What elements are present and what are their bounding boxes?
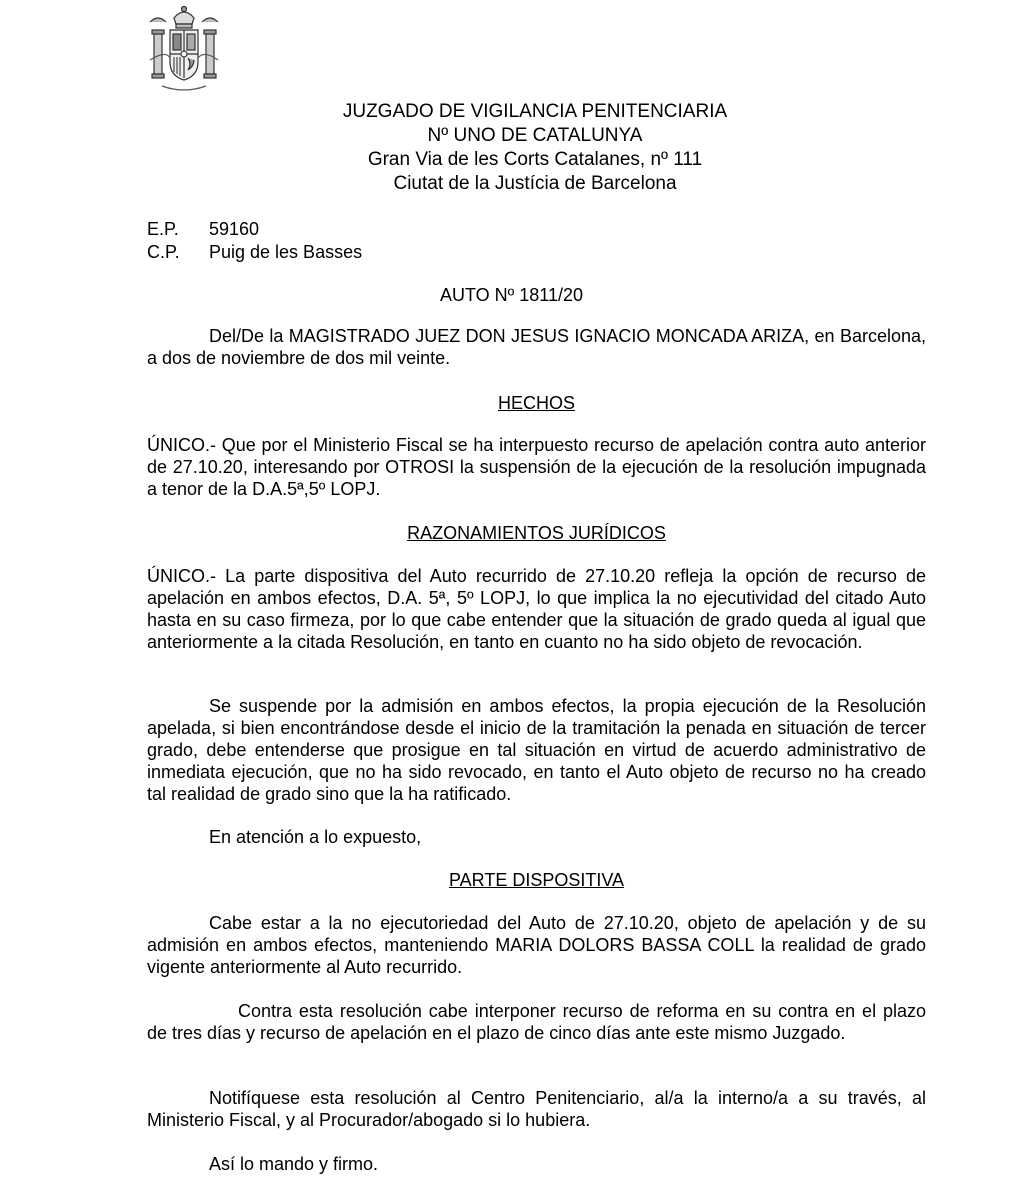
court-city: Ciutat de la Justícia de Barcelona [393,173,677,194]
court-number: Nº UNO DE CATALUNYA [427,125,643,146]
razonamientos-paragraph-3: En atención a lo expuesto, [209,827,422,847]
reference-value: 59160 [209,219,260,239]
dispositiva-heading: PARTE DISPOSITIVA [448,870,625,890]
coat-of-arms-emblem [146,4,222,96]
reference-label: C.P. [147,242,180,262]
hechos-heading: HECHOS [497,393,575,413]
court-address: Gran Via de les Corts Catalanes, nº 111 [367,149,703,170]
dispositiva-paragraph-3: Notifíquese esta resolución al Centro Penitenciario, al/a la interno/a a su través, al Ministerio Fiscal, y al Procurador/abogado si lo hubiera. [147,1088,926,1130]
razonamientos-paragraph-2: Se suspende por la admisión en ambos efectos, la propia ejecución de la Resolución apelada, si bien encontrándose desde el inicio de la tramitación la penada en situación de tercer grado, debe entenderse que prosigue en tal situación en virtud de acuerdo administrativo de inmediata ejecución, que no ha sido revocado, en tanto el Auto objeto de recurso no ha creado tal realidad de grado sino que la ha ratificado. [147,696,926,804]
auto-title: AUTO Nº 1811/20 [440,285,583,305]
dispositiva-paragraph-1: Cabe estar a la no ejecutoriedad del Auto de 27.10.20, objeto de apelación y de su admisión en ambos efectos, manteniendo MARIA DOLORS BASSA COLL la realidad de grado vigente anteriormente al Auto recurrido. [147,913,926,977]
reference-value: Puig de les Basses [209,242,363,262]
reference-row-cp [147,241,362,264]
reference-row-ep [147,218,362,241]
razonamientos-heading: RAZONAMIENTOS JURÍDICOS [407,523,666,543]
dispositiva-paragraph-4: Así lo mando y firmo. [209,1154,379,1174]
reference-block [147,218,362,264]
court-name: JUZGADO DE VIGILANCIA PENITENCIARIA [342,101,728,122]
dispositiva-paragraph-2: Contra esta resolución cabe interponer recurso de reforma en su contra en el plazo de tres días y recurso de apelación en el plazo de cinco días ante este mismo Juzgado. [147,1001,926,1043]
intro-paragraph: Del/De la MAGISTRADO JUEZ DON JESUS IGNACIO MONCADA ARIZA, en Barcelona, a dos de noviembre de dos mil veinte. [147,326,926,368]
court-header [300,100,770,196]
hechos-paragraph: ÚNICO.- Que por el Ministerio Fiscal se ha interpuesto recurso de apelación contra auto anterior de 27.10.20, interesando por OTROSI la suspensión de la ejecución de la resolución impugnada a tenor de la D.A.5ª,5º LOPJ. [147,435,926,499]
razonamientos-paragraph-1: ÚNICO.- La parte dispositiva del Auto recurrido de 27.10.20 refleja la opción de recurso de apelación en ambos efectos, D.A. 5ª, 5º LOPJ, lo que implica la no ejecutividad del citado Auto hasta en su caso firmeza, por lo que cabe entender que la situación de grado queda al igual que anteriormente a la citada Resolución, en tanto en cuanto no ha sido objeto de revocación. [147,566,926,652]
reference-label: E.P. [147,219,179,239]
